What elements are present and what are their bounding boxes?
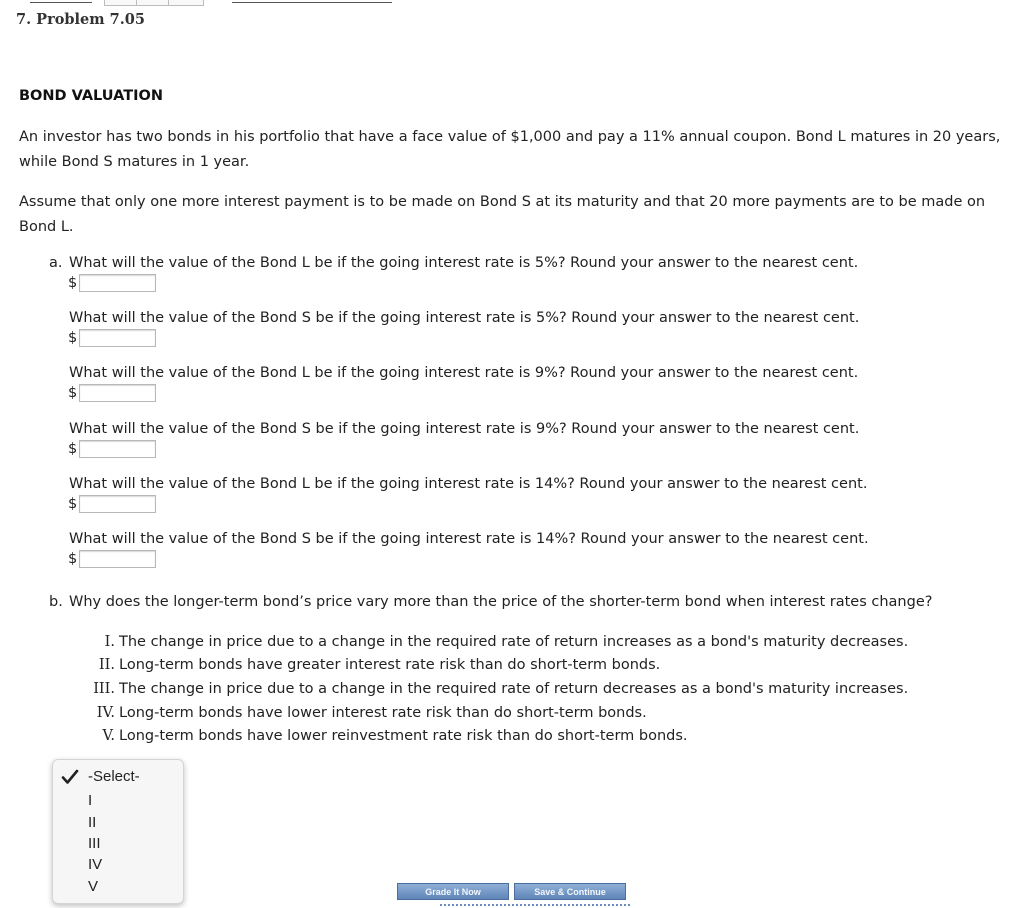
dropdown-option-v[interactable]: V [88,878,99,895]
grade-it-now-button[interactable]: Grade It Now [397,883,509,900]
question-a1-text: What will the value of the Bond L be if the going interest rate is 5%? Round your answer to the nearest cent. [69,255,859,271]
dropdown-option-iii[interactable]: III [88,835,101,852]
question-a3-text: What will the value of the Bond L be if the going interest rate is 9%? Round your answer to the nearest cent. [69,365,859,381]
option-text: The change in price due to a change in the required rate of return increases as a bond's maturity decreases. [119,634,909,650]
option-text: Long-term bonds have lower interest rate risk than do short-term bonds. [119,705,647,721]
dropdown-option-select[interactable]: -Select- [88,768,140,785]
dollar-sign: $ [68,441,78,457]
answer-input-a2[interactable] [79,329,156,347]
option-text: Long-term bonds have lower reinvestment rate risk than do short-term bonds. [119,728,688,744]
cropped-text-remnant [30,0,92,3]
progress-segment [104,0,138,6]
option-numeral: II. [98,657,115,673]
answer-dropdown-menu[interactable] [52,759,184,904]
option-text: Long-term bonds have greater interest rate risk than do short-term bonds. [119,657,661,673]
question-a2-text: What will the value of the Bond S be if the going interest rate is 5%? Round your answer to the nearest cent. [69,310,860,326]
part-a-marker: a. [49,255,63,271]
answer-input-a5[interactable] [79,495,156,513]
intro-paragraph-2: Assume that only one more interest payment is to be made on Bond S at its maturity and that 20 more payments are to be made on Bond L. [19,194,986,235]
problem-title: 7. Problem 7.05 [16,11,145,28]
dollar-sign: $ [68,330,78,346]
answer-input-a3[interactable] [79,384,156,402]
answer-input-a1[interactable] [79,274,156,292]
top-progress-remnant [0,0,1024,6]
question-b-text: Why does the longer-term bond’s price vary more than the price of the shorter-term bond when interest rates change? [69,594,933,610]
progress-segment [136,0,170,6]
question-a4-text: What will the value of the Bond S be if the going interest rate is 9%? Round your answer to the nearest cent. [69,421,860,437]
question-a6-text: What will the value of the Bond S be if the going interest rate is 14%? Round your answer to the nearest cent. [69,531,869,547]
dollar-sign: $ [68,385,78,401]
cropped-link-remnant [440,904,630,908]
part-b-marker: b. [49,594,63,610]
option-numeral: V. [102,728,115,744]
cropped-text-remnant [232,0,392,3]
save-and-continue-button[interactable]: Save & Continue [514,883,626,900]
checkmark-icon [61,768,79,786]
dollar-sign: $ [68,551,78,567]
dropdown-option-ii[interactable]: II [88,814,97,831]
dropdown-option-iv[interactable]: IV [88,856,103,873]
intro-paragraph-1: An investor has two bonds in his portfolio that have a face value of $1,000 and pay a 11% annual coupon. Bond L matures in 20 years, while Bond S matures in 1 year. [19,129,1001,170]
option-numeral: III. [93,681,115,697]
option-text: The change in price due to a change in the required rate of return decreases as a bond's maturity increases. [119,681,909,697]
answer-input-a6[interactable] [79,550,156,568]
section-heading: BOND VALUATION [19,88,163,104]
option-numeral: IV. [96,705,115,721]
answer-input-a4[interactable] [79,440,156,458]
progress-segment [168,0,204,6]
dollar-sign: $ [68,496,78,512]
dollar-sign: $ [68,275,78,291]
dropdown-option-i[interactable]: I [88,792,93,809]
option-numeral: I. [104,634,115,650]
question-a5-text: What will the value of the Bond L be if the going interest rate is 14%? Round your answer to the nearest cent. [69,476,868,492]
